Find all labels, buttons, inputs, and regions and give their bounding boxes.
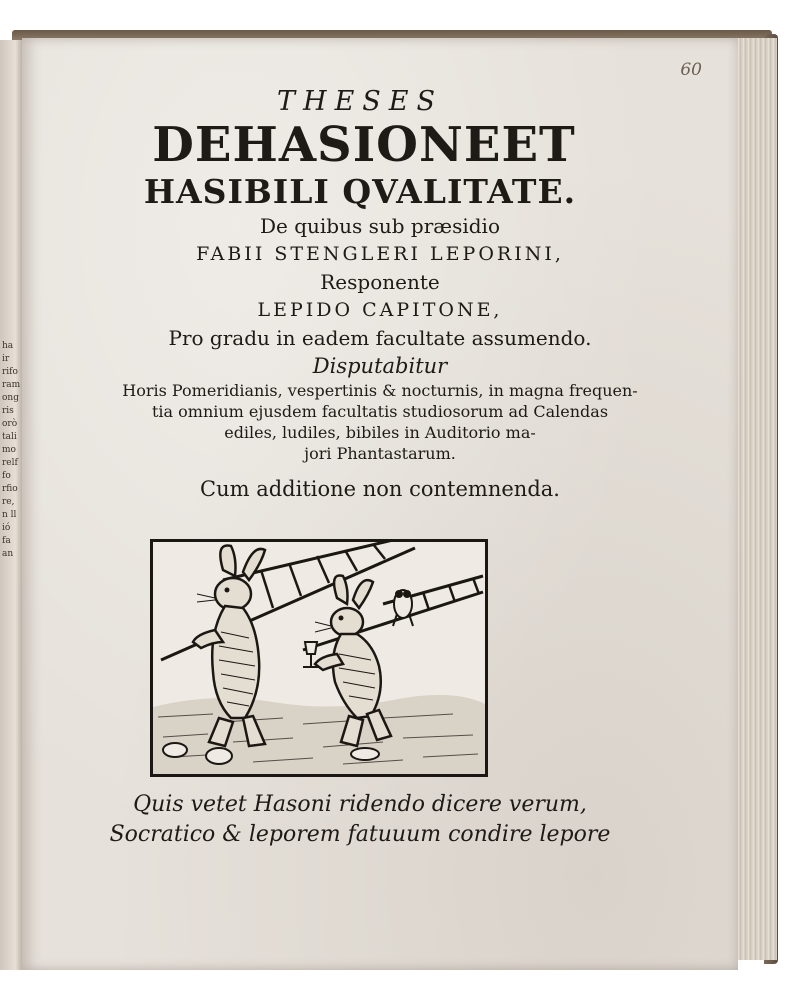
woodcut-drawing — [153, 542, 485, 774]
hare-woodcut-illustration — [150, 539, 488, 777]
title-page — [22, 38, 738, 970]
respondente-line: Responente — [320, 270, 440, 294]
left-page-text: ha ir rifo ram ong ris orò tali mo relf fo rfio re, n ll ió fa an — [2, 341, 20, 559]
details-line-3: ediles, ludiles, bibiles in Auditorio ma- — [224, 423, 536, 442]
title-block — [22, 86, 738, 504]
details-line-4: jori Phantastarum. — [304, 444, 456, 463]
motto-line-2: Socratico & leporem fatuuum condire lepore — [109, 822, 611, 847]
motto-line-1: Quis vetet Hasoni ridendo dicere verum, — [133, 792, 587, 817]
title-theses: THESES — [277, 86, 443, 117]
gradu-line: Pro gradu in eadem facultate assumendo. — [168, 326, 592, 350]
page-edges — [736, 38, 777, 960]
disputabitur-line: Disputabitur — [312, 354, 448, 378]
respondent-name: LEPIDO CAPITONE, — [257, 299, 503, 321]
title-line-2: HASIBILI QVALITATE. — [143, 172, 577, 211]
details-line-2: tia omnium ejusdem facultatis studiosorum ad Calendas — [151, 402, 609, 421]
motto-verse — [2, 790, 718, 850]
praesidio-line: De quibus sub præsidio — [260, 214, 500, 238]
title-line-1: DEHASIONEET — [152, 117, 576, 173]
praeses-name: FABII STENGLERI LEPORINI, — [196, 243, 564, 265]
folio-number: 60 — [680, 60, 702, 80]
addition-line: Cum additione non contemnenda. — [200, 477, 560, 501]
details-line-1: Horis Pomeridianis, vespertinis & nocturnis, in magna frequen- — [122, 381, 638, 400]
